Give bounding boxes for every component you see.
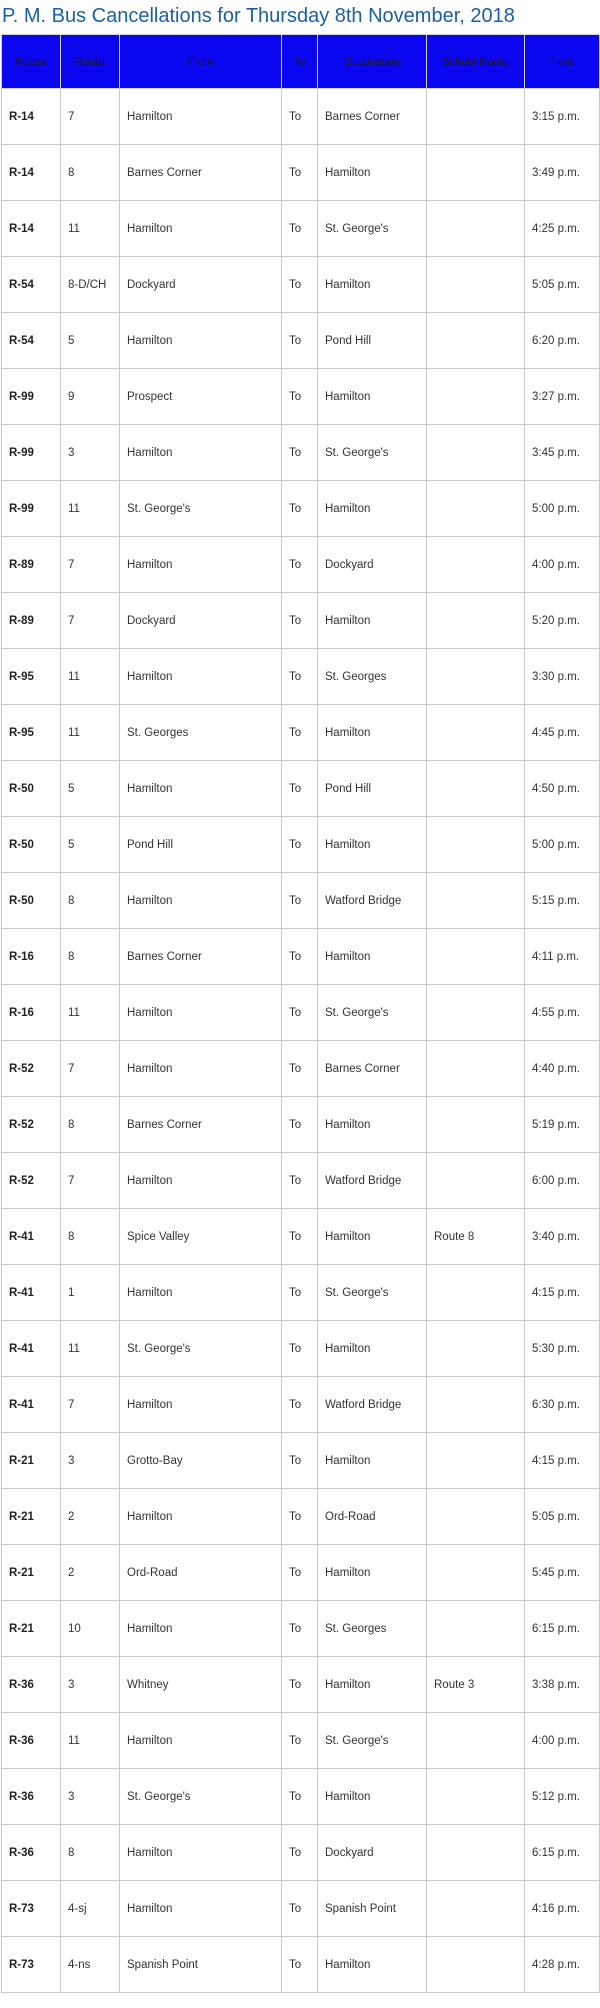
from-cell: Hamilton xyxy=(120,201,282,257)
table-row xyxy=(2,1769,600,1825)
destination-cell: Hamilton xyxy=(318,1097,427,1153)
destination-cell: Pond Hill xyxy=(318,313,427,369)
from-cell: Hamilton xyxy=(120,1153,282,1209)
route-cell: 7 xyxy=(61,593,120,649)
school-route-cell xyxy=(427,1881,525,1937)
school-route-cell: Route 8 xyxy=(427,1209,525,1265)
from-cell: Hamilton xyxy=(120,649,282,705)
school-route-cell xyxy=(427,313,525,369)
table-row xyxy=(2,369,600,425)
school-route-cell xyxy=(427,1825,525,1881)
school-route-cell xyxy=(427,369,525,425)
time-cell: 5:15 p.m. xyxy=(525,873,600,929)
destination-cell: Ord-Road xyxy=(318,1489,427,1545)
time-cell: 6:15 p.m. xyxy=(525,1825,600,1881)
school-route-cell xyxy=(427,1265,525,1321)
roster-cell: R-21 xyxy=(2,1433,61,1489)
destination-cell: Dockyard xyxy=(318,1825,427,1881)
roster-cell: R-21 xyxy=(2,1601,61,1657)
roster-cell: R-73 xyxy=(2,1937,61,1993)
roster-cell: R-21 xyxy=(2,1489,61,1545)
from-cell: Dockyard xyxy=(120,257,282,313)
route-cell: 8-D/CH xyxy=(61,257,120,313)
to-cell: To xyxy=(282,1041,318,1097)
to-cell: To xyxy=(282,537,318,593)
to-cell: To xyxy=(282,369,318,425)
destination-cell: Watford Bridge xyxy=(318,1153,427,1209)
school-route-cell xyxy=(427,1937,525,1993)
route-cell: 8 xyxy=(61,1209,120,1265)
route-cell: 2 xyxy=(61,1489,120,1545)
roster-cell: R-95 xyxy=(2,649,61,705)
to-cell: To xyxy=(282,705,318,761)
destination-cell: St. Georges xyxy=(318,649,427,705)
table-row xyxy=(2,1881,600,1937)
route-cell: 7 xyxy=(61,1377,120,1433)
school-route-cell xyxy=(427,929,525,985)
to-cell: To xyxy=(282,1769,318,1825)
from-cell: Hamilton xyxy=(120,1377,282,1433)
roster-cell: R-52 xyxy=(2,1041,61,1097)
from-cell: Hamilton xyxy=(120,1489,282,1545)
destination-cell: St. Georges xyxy=(318,1601,427,1657)
time-cell: 4:11 p.m. xyxy=(525,929,600,985)
table-row xyxy=(2,1545,600,1601)
school-route-cell xyxy=(427,145,525,201)
from-cell: Hamilton xyxy=(120,537,282,593)
time-cell: 4:25 p.m. xyxy=(525,201,600,257)
table-row xyxy=(2,257,600,313)
destination-cell: Pond Hill xyxy=(318,761,427,817)
route-cell: 3 xyxy=(61,1657,120,1713)
from-cell: Hamilton xyxy=(120,761,282,817)
time-cell: 4:16 p.m. xyxy=(525,1881,600,1937)
destination-cell: Hamilton xyxy=(318,817,427,873)
route-cell: 8 xyxy=(61,145,120,201)
school-route-cell xyxy=(427,1601,525,1657)
to-cell: To xyxy=(282,1657,318,1713)
time-cell: 4:15 p.m. xyxy=(525,1433,600,1489)
time-cell: 4:15 p.m. xyxy=(525,1265,600,1321)
school-route-cell xyxy=(427,1377,525,1433)
school-route-cell xyxy=(427,1041,525,1097)
roster-cell: R-52 xyxy=(2,1153,61,1209)
roster-cell: R-16 xyxy=(2,929,61,985)
destination-cell: Barnes Corner xyxy=(318,89,427,145)
from-cell: Hamilton xyxy=(120,425,282,481)
time-cell: 5:20 p.m. xyxy=(525,593,600,649)
route-cell: 4-ns xyxy=(61,1937,120,1993)
from-cell: Hamilton xyxy=(120,1713,282,1769)
roster-cell: R-95 xyxy=(2,705,61,761)
table-row xyxy=(2,89,600,145)
destination-cell: Hamilton xyxy=(318,481,427,537)
destination-cell: Hamilton xyxy=(318,1769,427,1825)
school-route-cell xyxy=(427,1321,525,1377)
school-route-cell xyxy=(427,1545,525,1601)
roster-cell: R-50 xyxy=(2,761,61,817)
to-cell: To xyxy=(282,1377,318,1433)
route-cell: 9 xyxy=(61,369,120,425)
table-row xyxy=(2,985,600,1041)
from-cell: Hamilton xyxy=(120,985,282,1041)
table-row xyxy=(2,1825,600,1881)
time-cell: 4:00 p.m. xyxy=(525,537,600,593)
time-cell: 6:00 p.m. xyxy=(525,1153,600,1209)
school-route-cell xyxy=(427,1097,525,1153)
roster-cell: R-36 xyxy=(2,1657,61,1713)
to-cell: To xyxy=(282,1937,318,1993)
school-route-cell xyxy=(427,481,525,537)
roster-cell: R-50 xyxy=(2,817,61,873)
roster-cell: R-16 xyxy=(2,985,61,1041)
roster-cell: R-99 xyxy=(2,369,61,425)
time-cell: 3:27 p.m. xyxy=(525,369,600,425)
table-row xyxy=(2,1153,600,1209)
route-cell: 11 xyxy=(61,985,120,1041)
school-route-cell xyxy=(427,201,525,257)
school-route-cell xyxy=(427,649,525,705)
from-cell: Hamilton xyxy=(120,873,282,929)
route-cell: 11 xyxy=(61,201,120,257)
from-cell: St. Georges xyxy=(120,705,282,761)
table-row xyxy=(2,1321,600,1377)
school-route-cell xyxy=(427,425,525,481)
route-cell: 7 xyxy=(61,1153,120,1209)
route-cell: 4-sj xyxy=(61,1881,120,1937)
route-cell: 7 xyxy=(61,89,120,145)
school-route-cell: Route 3 xyxy=(427,1657,525,1713)
time-cell: 3:45 p.m. xyxy=(525,425,600,481)
from-cell: Spice Valley xyxy=(120,1209,282,1265)
to-cell: To xyxy=(282,1545,318,1601)
table-row xyxy=(2,593,600,649)
school-route-cell xyxy=(427,873,525,929)
route-cell: 8 xyxy=(61,1825,120,1881)
route-cell: 11 xyxy=(61,1321,120,1377)
school-route-cell xyxy=(427,593,525,649)
table-row xyxy=(2,1657,600,1713)
destination-cell: St. George's xyxy=(318,201,427,257)
column-header-roster: Roster xyxy=(2,35,61,89)
route-cell: 8 xyxy=(61,1097,120,1153)
route-cell: 7 xyxy=(61,1041,120,1097)
time-cell: 6:20 p.m. xyxy=(525,313,600,369)
destination-cell: St. George's xyxy=(318,985,427,1041)
from-cell: Pond Hill xyxy=(120,817,282,873)
to-cell: To xyxy=(282,201,318,257)
roster-cell: R-99 xyxy=(2,481,61,537)
route-cell: 10 xyxy=(61,1601,120,1657)
school-route-cell xyxy=(427,1153,525,1209)
from-cell: Spanish Point xyxy=(120,1937,282,1993)
time-cell: 6:15 p.m. xyxy=(525,1601,600,1657)
page-title: P. M. Bus Cancellations for Thursday 8th November, 2018 xyxy=(2,5,515,27)
roster-cell: R-36 xyxy=(2,1825,61,1881)
from-cell: Hamilton xyxy=(120,1265,282,1321)
route-cell: 7 xyxy=(61,537,120,593)
cancellations-table xyxy=(1,34,600,1993)
table-row xyxy=(2,705,600,761)
route-cell: 3 xyxy=(61,1769,120,1825)
from-cell: Hamilton xyxy=(120,1041,282,1097)
to-cell: To xyxy=(282,313,318,369)
time-cell: 3:15 p.m. xyxy=(525,89,600,145)
table-row xyxy=(2,1377,600,1433)
from-cell: Hamilton xyxy=(120,1881,282,1937)
roster-cell: R-52 xyxy=(2,1097,61,1153)
table-row xyxy=(2,1713,600,1769)
to-cell: To xyxy=(282,929,318,985)
table-row xyxy=(2,649,600,705)
to-cell: To xyxy=(282,1153,318,1209)
table-row xyxy=(2,1937,600,1993)
to-cell: To xyxy=(282,1881,318,1937)
table-body xyxy=(2,89,600,1993)
to-cell: To xyxy=(282,1825,318,1881)
time-cell: 5:19 p.m. xyxy=(525,1097,600,1153)
table-row xyxy=(2,425,600,481)
time-cell: 5:30 p.m. xyxy=(525,1321,600,1377)
to-cell: To xyxy=(282,1489,318,1545)
school-route-cell xyxy=(427,985,525,1041)
column-header-school-route: School Route xyxy=(427,35,525,89)
roster-cell: R-36 xyxy=(2,1713,61,1769)
time-cell: 5:05 p.m. xyxy=(525,257,600,313)
to-cell: To xyxy=(282,1265,318,1321)
to-cell: To xyxy=(282,817,318,873)
from-cell: St. George's xyxy=(120,1321,282,1377)
destination-cell: Hamilton xyxy=(318,593,427,649)
table-row xyxy=(2,1265,600,1321)
destination-cell: St. George's xyxy=(318,1713,427,1769)
route-cell: 3 xyxy=(61,1433,120,1489)
from-cell: Prospect xyxy=(120,369,282,425)
time-cell: 3:49 p.m. xyxy=(525,145,600,201)
time-cell: 5:00 p.m. xyxy=(525,481,600,537)
table-row xyxy=(2,201,600,257)
school-route-cell xyxy=(427,817,525,873)
table-row xyxy=(2,1209,600,1265)
table-row xyxy=(2,1097,600,1153)
to-cell: To xyxy=(282,481,318,537)
route-cell: 8 xyxy=(61,929,120,985)
destination-cell: Dockyard xyxy=(318,537,427,593)
destination-cell: Hamilton xyxy=(318,1545,427,1601)
roster-cell: R-41 xyxy=(2,1321,61,1377)
destination-cell: Hamilton xyxy=(318,1321,427,1377)
route-cell: 5 xyxy=(61,313,120,369)
time-cell: 5:12 p.m. xyxy=(525,1769,600,1825)
roster-cell: R-89 xyxy=(2,537,61,593)
table-row xyxy=(2,313,600,369)
time-cell: 5:05 p.m. xyxy=(525,1489,600,1545)
to-cell: To xyxy=(282,1601,318,1657)
route-cell: 5 xyxy=(61,761,120,817)
table-header-row xyxy=(2,35,600,89)
table-row xyxy=(2,761,600,817)
school-route-cell xyxy=(427,1433,525,1489)
school-route-cell xyxy=(427,1489,525,1545)
school-route-cell xyxy=(427,761,525,817)
time-cell: 6:30 p.m. xyxy=(525,1377,600,1433)
to-cell: To xyxy=(282,649,318,705)
from-cell: Whitney xyxy=(120,1657,282,1713)
route-cell: 11 xyxy=(61,1713,120,1769)
from-cell: Hamilton xyxy=(120,313,282,369)
school-route-cell xyxy=(427,257,525,313)
from-cell: Barnes Corner xyxy=(120,145,282,201)
to-cell: To xyxy=(282,1321,318,1377)
table-row xyxy=(2,145,600,201)
time-cell: 3:40 p.m. xyxy=(525,1209,600,1265)
table-row xyxy=(2,1601,600,1657)
route-cell: 8 xyxy=(61,873,120,929)
destination-cell: Hamilton xyxy=(318,1937,427,1993)
destination-cell: Hamilton xyxy=(318,1209,427,1265)
time-cell: 4:00 p.m. xyxy=(525,1713,600,1769)
roster-cell: R-99 xyxy=(2,425,61,481)
from-cell: St. George's xyxy=(120,481,282,537)
destination-cell: Watford Bridge xyxy=(318,1377,427,1433)
destination-cell: Hamilton xyxy=(318,257,427,313)
to-cell: To xyxy=(282,985,318,1041)
column-header-time: Time xyxy=(525,35,600,89)
from-cell: Ord-Road xyxy=(120,1545,282,1601)
from-cell: Hamilton xyxy=(120,1825,282,1881)
route-cell: 11 xyxy=(61,705,120,761)
from-cell: Hamilton xyxy=(120,89,282,145)
school-route-cell xyxy=(427,1769,525,1825)
to-cell: To xyxy=(282,873,318,929)
from-cell: Barnes Corner xyxy=(120,929,282,985)
roster-cell: R-14 xyxy=(2,89,61,145)
destination-cell: Spanish Point xyxy=(318,1881,427,1937)
route-cell: 11 xyxy=(61,481,120,537)
from-cell: Hamilton xyxy=(120,1601,282,1657)
school-route-cell xyxy=(427,1713,525,1769)
roster-cell: R-50 xyxy=(2,873,61,929)
school-route-cell xyxy=(427,705,525,761)
from-cell: St. George's xyxy=(120,1769,282,1825)
from-cell: Barnes Corner xyxy=(120,1097,282,1153)
roster-cell: R-14 xyxy=(2,201,61,257)
destination-cell: Watford Bridge xyxy=(318,873,427,929)
roster-cell: R-41 xyxy=(2,1377,61,1433)
destination-cell: St. George's xyxy=(318,1265,427,1321)
roster-cell: R-54 xyxy=(2,257,61,313)
school-route-cell xyxy=(427,537,525,593)
table-row xyxy=(2,481,600,537)
to-cell: To xyxy=(282,1433,318,1489)
to-cell: To xyxy=(282,257,318,313)
to-cell: To xyxy=(282,593,318,649)
to-cell: To xyxy=(282,761,318,817)
time-cell: 4:50 p.m. xyxy=(525,761,600,817)
time-cell: 5:45 p.m. xyxy=(525,1545,600,1601)
table-row xyxy=(2,929,600,985)
table-row xyxy=(2,1041,600,1097)
time-cell: 3:30 p.m. xyxy=(525,649,600,705)
time-cell: 4:55 p.m. xyxy=(525,985,600,1041)
column-header-from: From xyxy=(120,35,282,89)
roster-cell: R-54 xyxy=(2,313,61,369)
route-cell: 1 xyxy=(61,1265,120,1321)
destination-cell: Hamilton xyxy=(318,705,427,761)
time-cell: 5:00 p.m. xyxy=(525,817,600,873)
table-row xyxy=(2,537,600,593)
roster-cell: R-21 xyxy=(2,1545,61,1601)
time-cell: 4:28 p.m. xyxy=(525,1937,600,1993)
column-header-route: Route xyxy=(61,35,120,89)
table-row xyxy=(2,1489,600,1545)
table-row xyxy=(2,873,600,929)
destination-cell: Barnes Corner xyxy=(318,1041,427,1097)
route-cell: 2 xyxy=(61,1545,120,1601)
time-cell: 4:40 p.m. xyxy=(525,1041,600,1097)
route-cell: 3 xyxy=(61,425,120,481)
destination-cell: Hamilton xyxy=(318,1433,427,1489)
to-cell: To xyxy=(282,425,318,481)
to-cell: To xyxy=(282,1713,318,1769)
roster-cell: R-41 xyxy=(2,1265,61,1321)
time-cell: 3:38 p.m. xyxy=(525,1657,600,1713)
roster-cell: R-41 xyxy=(2,1209,61,1265)
time-cell: 4:45 p.m. xyxy=(525,705,600,761)
column-header-to: To xyxy=(282,35,318,89)
to-cell: To xyxy=(282,1097,318,1153)
table-row xyxy=(2,817,600,873)
table-row xyxy=(2,1433,600,1489)
destination-cell: Hamilton xyxy=(318,929,427,985)
roster-cell: R-73 xyxy=(2,1881,61,1937)
school-route-cell xyxy=(427,89,525,145)
from-cell: Dockyard xyxy=(120,593,282,649)
destination-cell: Hamilton xyxy=(318,369,427,425)
route-cell: 5 xyxy=(61,817,120,873)
roster-cell: R-36 xyxy=(2,1769,61,1825)
destination-cell: Hamilton xyxy=(318,1657,427,1713)
roster-cell: R-89 xyxy=(2,593,61,649)
route-cell: 11 xyxy=(61,649,120,705)
to-cell: To xyxy=(282,89,318,145)
destination-cell: St. George's xyxy=(318,425,427,481)
to-cell: To xyxy=(282,1209,318,1265)
from-cell: Grotto-Bay xyxy=(120,1433,282,1489)
column-header-destination: Destination xyxy=(318,35,427,89)
destination-cell: Hamilton xyxy=(318,145,427,201)
to-cell: To xyxy=(282,145,318,201)
roster-cell: R-14 xyxy=(2,145,61,201)
